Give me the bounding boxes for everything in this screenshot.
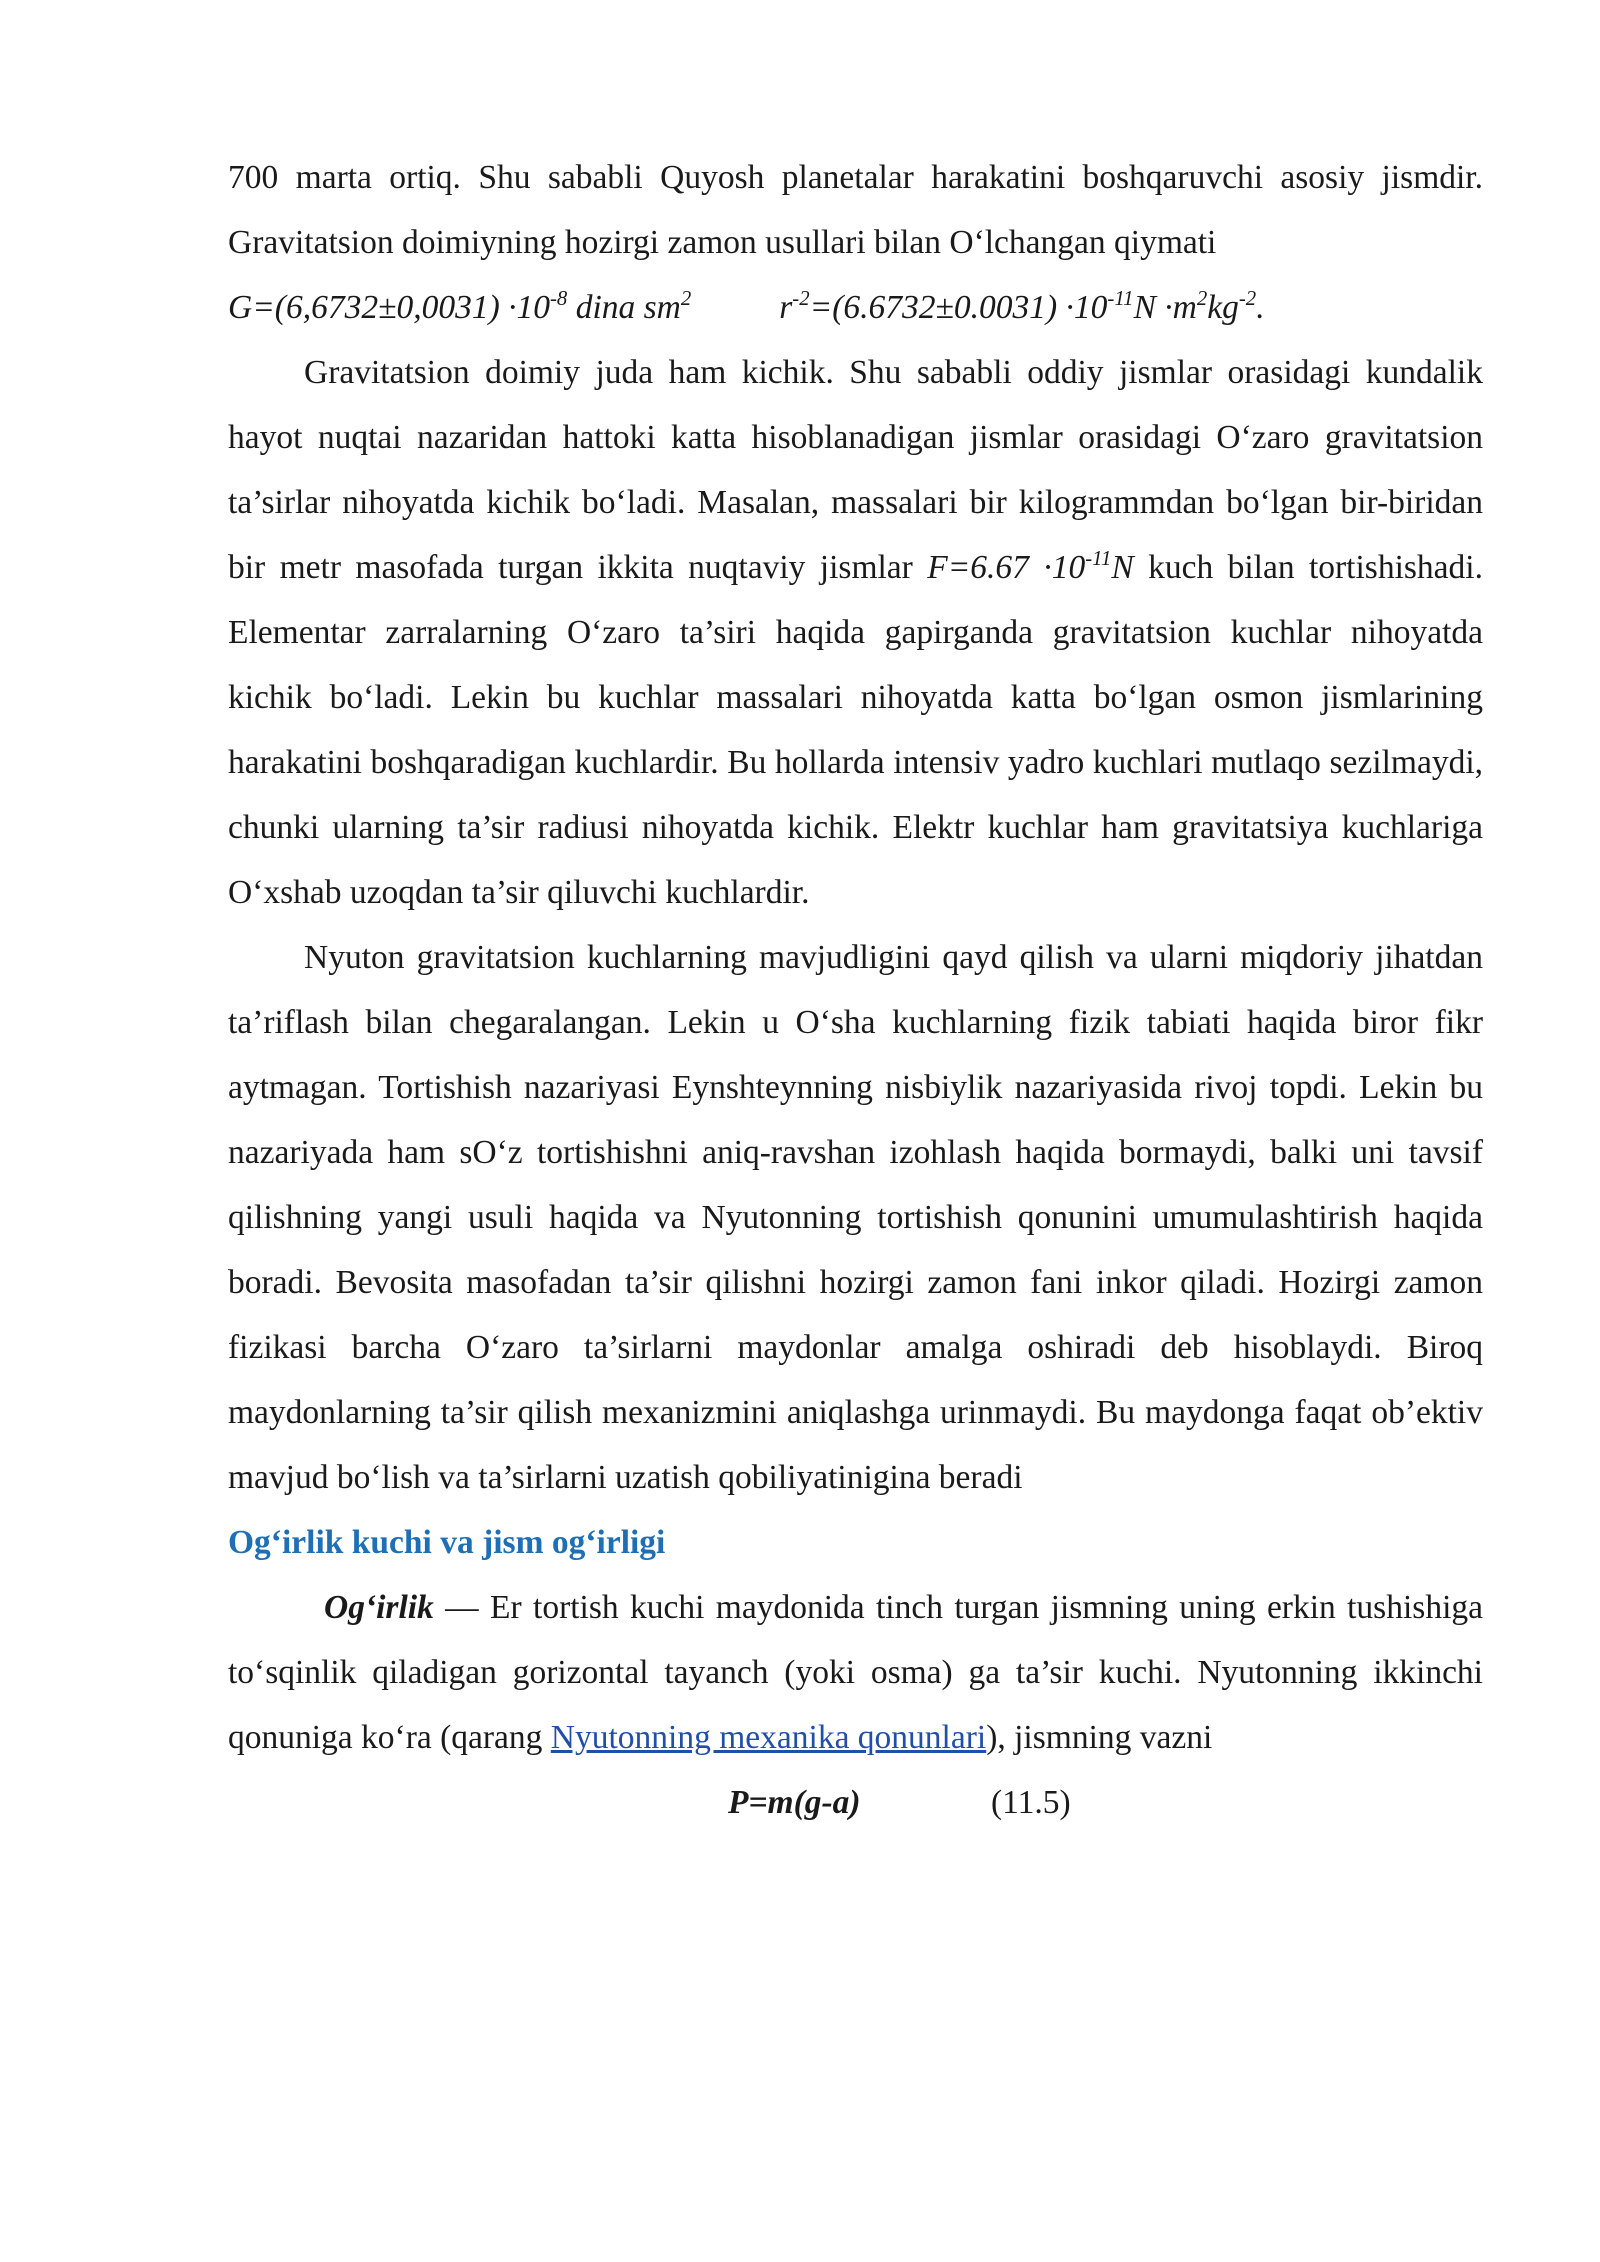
paragraph-weight-definition — [228, 1575, 1483, 1770]
weight-definition-text: — Er tortish kuchi maydonida tinch turgan jismning uning erkin tushishiga to‘sqinlik qiladigan gorizontal tayanch (yoki osma) ga ta’sir kuchi. Nyutonning ikkinchi qonuniga ko‘ra (qarang — [228, 1589, 1483, 1756]
paragraph-newton-einstein — [228, 925, 1483, 1510]
paragraph-intro-text: 700 marta ortiq. Shu sababli Quyosh planetalar harakatini boshqaruvchi asosiy jismdir. Gravitatsion doimiyning hozirgi zamon usullari bilan O‘lchangan qiymati — [228, 159, 1483, 261]
gravitational-constant-formula — [228, 275, 1483, 340]
paragraph-newton-text: Nyuton gravitatsion kuchlarning mavjudligini qayd qilish va ularni miqdoriy jihatdan ta’riflash bilan chegaralangan. Lekin u O‘sha kuchlarning fizik tabiati haqida biror fikr aytmagan. Tortishish nazariyasi Eynshteynning nisbiylik nazariyasida rivoj topdi. Lekin bu nazariyada ham sO‘z tortishishni aniq-ravshan izohlash haqida bormaydi, balki uni tavsif qilishning yangi usuli haqida va Nyutonning tortishish qonunini umumulashtirish haqida boradi. Bevosita masofadan ta’sir qilishni hozirgi zamon fani inkor qiladi. Hozirgi zamon fizikasi barcha O‘zaro ta’sirlarni maydonlar amalga oshiradi deb hisoblaydi. Biroq maydonlarning ta’sir qilish mexanizmini aniqlashga urinmaydi. Bu maydonga faqat ob’ektiv mavjud bo‘lish va ta’sirlarni uzatish qobiliyatinigina beradi — [228, 939, 1483, 1496]
formula-si-kg-exponent: -2 — [1238, 287, 1257, 311]
weight-equation-number: (11.5) — [991, 1784, 1071, 1821]
weight-definition-tail: ), jismning vazni — [986, 1719, 1213, 1756]
formula-si-unit-kg: kg — [1207, 289, 1239, 326]
formula-si-m-exponent: 2 — [1196, 287, 1208, 311]
document-page — [228, 145, 1483, 1835]
section-heading: Og‘irlik kuchi va jism og‘irligi — [228, 1524, 666, 1561]
force-formula — [927, 549, 1133, 586]
paragraph-intro — [228, 145, 1483, 275]
formula-si-period: . — [1256, 289, 1265, 326]
force-formula-unit: N — [1111, 549, 1134, 586]
formula-si-unit-n-m: N ·m — [1133, 289, 1197, 326]
formula-cgs-base: G=(6,6732±0,0031) ·10 — [228, 289, 550, 326]
weight-equation — [228, 1770, 1483, 1835]
paragraph-gc-text-1: Gravitatsion doimiy juda ham kichik. Shu sababli oddiy jismlar orasidagi kundalik hayot nuqtai nazaridan hattoki katta hisoblanadigan jismlar orasidagi O‘zaro gravitatsion ta’sirlar nihoyatda kichik bo‘ladi. Masalan, massalari bir kilogrammdan bo‘lgan bir-biridan bir metr masofada turgan ikkita nuqtaviy jismlar — [228, 354, 1483, 586]
formula-cgs-unit-exponent: 2 — [680, 287, 692, 311]
formula-si-exponent: -11 — [1107, 287, 1134, 311]
paragraph-gravitational-constant — [228, 340, 1483, 925]
force-formula-base: F=6.67 ·10 — [927, 549, 1086, 586]
force-formula-exponent: -11 — [1085, 547, 1112, 571]
formula-si-r: r — [779, 289, 793, 326]
formula-si-base: =(6.6732±0.0031) ·10 — [809, 289, 1108, 326]
formula-si — [779, 289, 1264, 326]
weight-equation-expression: P=m(g-a) — [728, 1784, 861, 1821]
newton-laws-link[interactable]: Nyutonning mexanika qonunlari — [550, 1719, 987, 1756]
formula-cgs — [228, 289, 691, 326]
formula-si-r-exponent: -2 — [792, 287, 810, 311]
paragraph-gc-text-2: kuch bilan tortishishadi. Elementar zarralarning O‘zaro ta’siri haqida gapirganda gravitatsion kuchlar nihoyatda kichik bo‘ladi. Lekin bu kuchlar massalari nihoyatda katta bo‘lgan osmon jismlarining harakatini boshqaradigan kuchlardir. Bu hollarda intensiv yadro kuchlari mutlaqo sezilmaydi, chunki ularning ta’sir radiusi nihoyatda kichik. Elektr kuchlar ham gravitatsiya kuchlariga O‘xshab uzoqdan ta’sir qiluvchi kuchlardir. — [228, 549, 1483, 911]
term-weight: Og‘irlik — [324, 1589, 434, 1626]
formula-cgs-unit: dina sm — [567, 289, 681, 326]
formula-cgs-exponent: -8 — [550, 287, 568, 311]
